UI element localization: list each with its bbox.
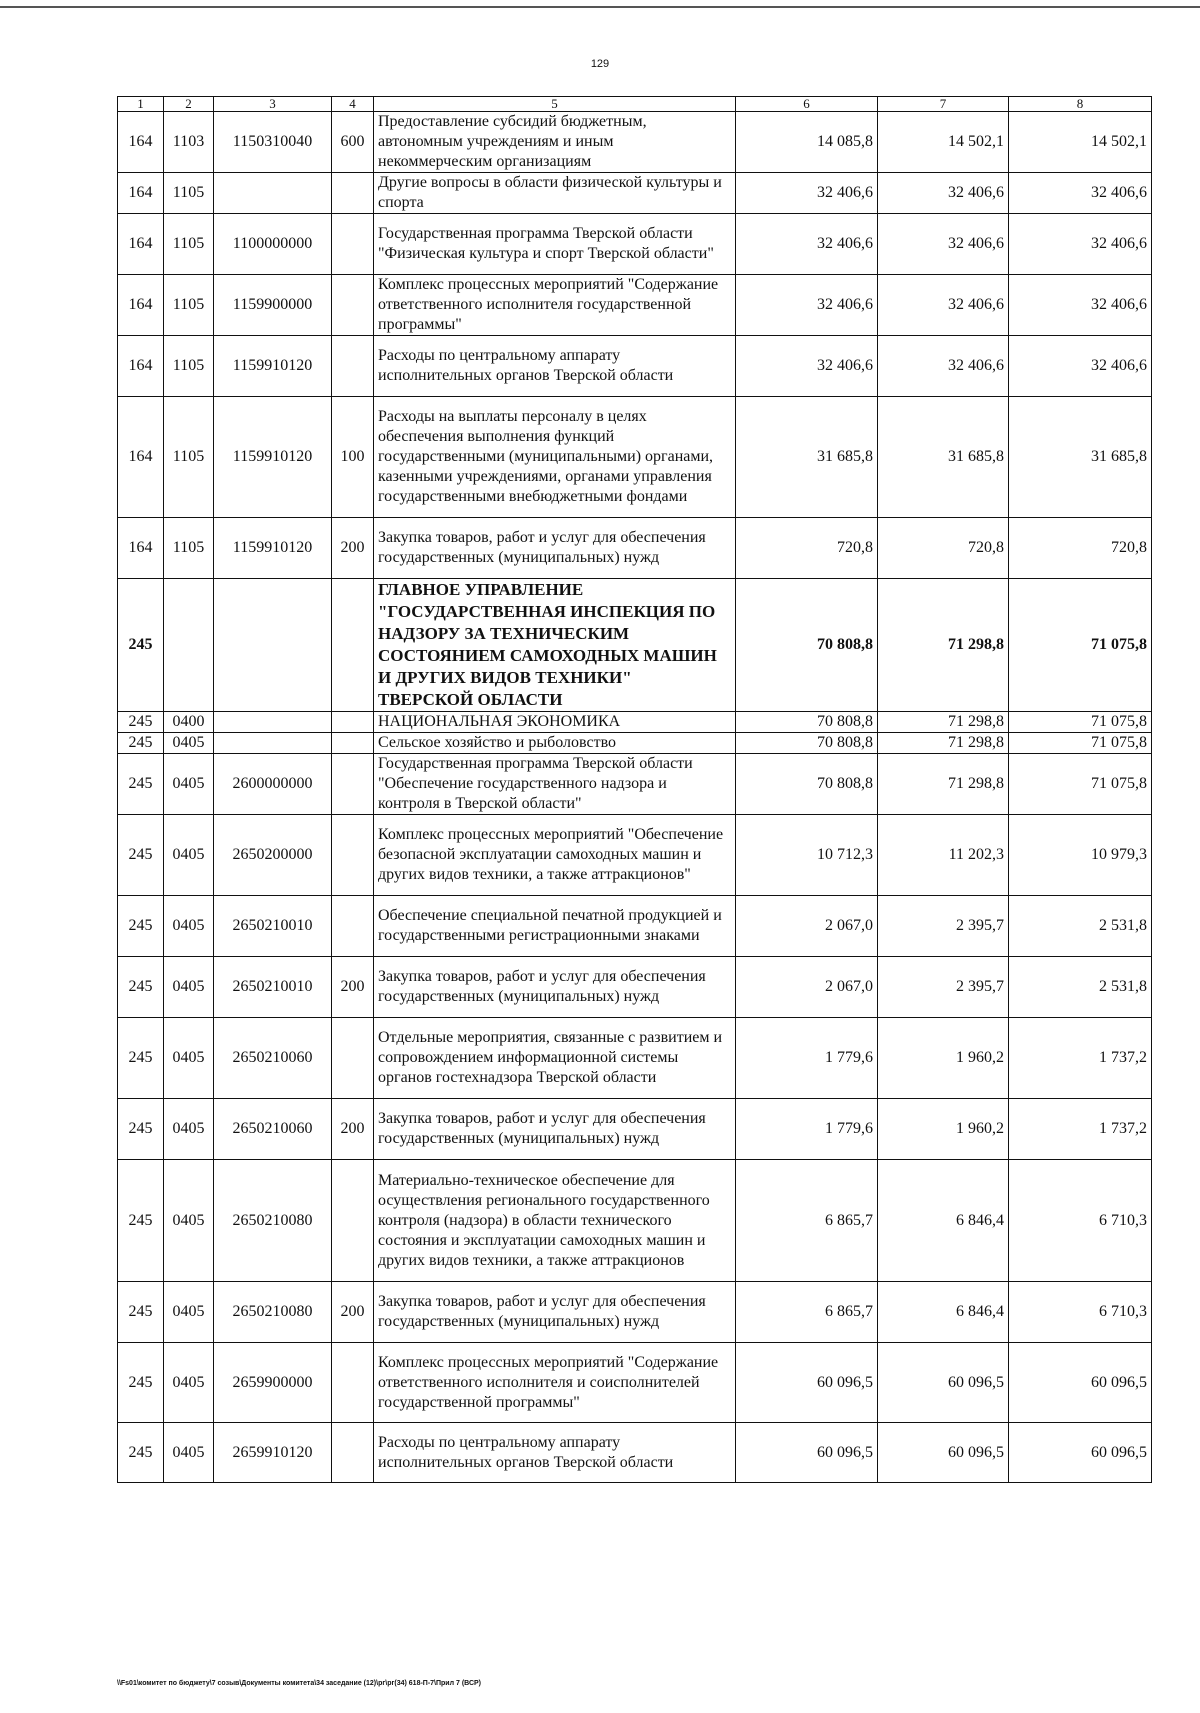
amount-col6-cell: 2 067,0 <box>736 957 878 1018</box>
amount-col7-cell: 71 298,8 <box>878 712 1009 733</box>
admin-code-cell: 245 <box>118 957 164 1018</box>
column-number: 5 <box>374 97 736 112</box>
amount-col6-cell: 2 067,0 <box>736 896 878 957</box>
expense-type-cell <box>332 712 374 733</box>
amount-col6-cell: 6 865,7 <box>736 1282 878 1343</box>
admin-code-cell: 245 <box>118 1423 164 1483</box>
column-number: 4 <box>332 97 374 112</box>
section-code-cell: 0400 <box>164 712 214 733</box>
target-article-cell: 1150310040 <box>214 112 332 173</box>
amount-col8-cell: 71 075,8 <box>1009 754 1152 815</box>
target-article-cell: 1100000000 <box>214 214 332 275</box>
amount-col6-cell: 60 096,5 <box>736 1423 878 1483</box>
table-row <box>118 579 1152 712</box>
section-code-cell: 1105 <box>164 275 214 336</box>
scan-top-rule <box>0 6 1200 8</box>
admin-code-cell: 164 <box>118 397 164 518</box>
table-row <box>118 112 1152 173</box>
admin-code-cell: 245 <box>118 1018 164 1099</box>
expense-type-cell <box>332 754 374 815</box>
amount-col6-cell: 70 808,8 <box>736 754 878 815</box>
admin-code-cell: 245 <box>118 815 164 896</box>
amount-col6-cell: 70 808,8 <box>736 733 878 754</box>
amount-col8-cell: 10 979,3 <box>1009 815 1152 896</box>
amount-col6-cell: 32 406,6 <box>736 336 878 397</box>
expense-type-cell <box>332 1160 374 1282</box>
column-number-row <box>118 97 1152 112</box>
expense-type-cell <box>332 579 374 712</box>
column-number: 3 <box>214 97 332 112</box>
amount-col7-cell: 6 846,4 <box>878 1160 1009 1282</box>
table-row <box>118 815 1152 896</box>
section-code-cell: 0405 <box>164 1099 214 1160</box>
column-number: 6 <box>736 97 878 112</box>
amount-col7-cell: 2 395,7 <box>878 957 1009 1018</box>
amount-col7-cell: 6 846,4 <box>878 1282 1009 1343</box>
amount-col7-cell: 32 406,6 <box>878 336 1009 397</box>
amount-col8-cell: 32 406,6 <box>1009 214 1152 275</box>
budget-table-body <box>118 97 1152 1483</box>
amount-col8-cell: 14 502,1 <box>1009 112 1152 173</box>
table-row <box>118 712 1152 733</box>
section-code-cell: 0405 <box>164 1343 214 1423</box>
expense-type-cell: 200 <box>332 1099 374 1160</box>
admin-code-cell: 245 <box>118 579 164 712</box>
table-row <box>118 1018 1152 1099</box>
admin-code-cell: 245 <box>118 754 164 815</box>
table-row <box>118 397 1152 518</box>
page-number: 129 <box>590 58 610 70</box>
column-number: 1 <box>118 97 164 112</box>
target-article-cell: 2650210080 <box>214 1160 332 1282</box>
amount-col8-cell: 720,8 <box>1009 518 1152 579</box>
amount-col8-cell: 32 406,6 <box>1009 336 1152 397</box>
amount-col7-cell: 71 298,8 <box>878 579 1009 712</box>
expense-type-cell <box>332 214 374 275</box>
item-name-cell: НАЦИОНАЛЬНАЯ ЭКОНОМИКА <box>374 712 736 733</box>
target-article-cell: 1159910120 <box>214 518 332 579</box>
amount-col6-cell: 31 685,8 <box>736 397 878 518</box>
amount-col6-cell: 32 406,6 <box>736 275 878 336</box>
amount-col7-cell: 60 096,5 <box>878 1423 1009 1483</box>
column-number: 2 <box>164 97 214 112</box>
amount-col8-cell: 2 531,8 <box>1009 957 1152 1018</box>
expense-type-cell: 200 <box>332 518 374 579</box>
admin-code-cell: 245 <box>118 1343 164 1423</box>
section-code-cell: 1105 <box>164 518 214 579</box>
section-code-cell: 0405 <box>164 1423 214 1483</box>
expense-type-cell <box>332 1018 374 1099</box>
section-code-cell: 0405 <box>164 1018 214 1099</box>
amount-col6-cell: 14 085,8 <box>736 112 878 173</box>
admin-code-cell: 245 <box>118 1160 164 1282</box>
item-name-cell: Обеспечение специальной печатной продукцией и государственными регистрационными знаками <box>374 896 736 957</box>
table-row <box>118 896 1152 957</box>
amount-col8-cell: 71 075,8 <box>1009 579 1152 712</box>
target-article-cell <box>214 173 332 214</box>
admin-code-cell: 164 <box>118 173 164 214</box>
column-number: 7 <box>878 97 1009 112</box>
amount-col8-cell: 32 406,6 <box>1009 275 1152 336</box>
amount-col6-cell: 60 096,5 <box>736 1343 878 1423</box>
amount-col8-cell: 6 710,3 <box>1009 1160 1152 1282</box>
expense-type-cell <box>332 173 374 214</box>
section-code-cell: 0405 <box>164 896 214 957</box>
admin-code-cell: 245 <box>118 896 164 957</box>
expense-type-cell <box>332 733 374 754</box>
expense-type-cell <box>332 815 374 896</box>
target-article-cell: 2659900000 <box>214 1343 332 1423</box>
target-article-cell: 1159910120 <box>214 397 332 518</box>
amount-col7-cell: 71 298,8 <box>878 754 1009 815</box>
item-name-cell: Расходы на выплаты персоналу в целях обеспечения выполнения функций государственными (муниципальными) органами, казенными учреждениями, органами управления государственными внебюджетными фондами <box>374 397 736 518</box>
expense-type-cell: 600 <box>332 112 374 173</box>
table-row <box>118 275 1152 336</box>
amount-col6-cell: 70 808,8 <box>736 579 878 712</box>
admin-code-cell: 164 <box>118 336 164 397</box>
amount-col6-cell: 70 808,8 <box>736 712 878 733</box>
section-code-cell: 0405 <box>164 1160 214 1282</box>
item-name-cell: Государственная программа Тверской области "Обеспечение государственного надзора и контроля в Тверской области" <box>374 754 736 815</box>
section-code-cell: 1103 <box>164 112 214 173</box>
item-name-cell: Комплекс процессных мероприятий "Обеспечение безопасной эксплуатации самоходных машин и других видов техники, а также аттракционов" <box>374 815 736 896</box>
admin-code-cell: 164 <box>118 112 164 173</box>
item-name-cell: Закупка товаров, работ и услуг для обеспечения государственных (муниципальных) нужд <box>374 1099 736 1160</box>
amount-col8-cell: 71 075,8 <box>1009 733 1152 754</box>
expense-type-cell <box>332 1423 374 1483</box>
amount-col7-cell: 31 685,8 <box>878 397 1009 518</box>
section-code-cell: 0405 <box>164 815 214 896</box>
item-name-cell: Государственная программа Тверской области "Физическая культура и спорт Тверской области" <box>374 214 736 275</box>
table-row <box>118 1099 1152 1160</box>
section-code-cell <box>164 579 214 712</box>
table-row <box>118 957 1152 1018</box>
item-name-cell: Материально-техническое обеспечение для осуществления регионального государственного контроля (надзора) в области технического состояния и эксплуатации самоходных машин и других видов техники, а также аттракционов <box>374 1160 736 1282</box>
item-name-cell: Сельское хозяйство и рыболовство <box>374 733 736 754</box>
amount-col6-cell: 720,8 <box>736 518 878 579</box>
section-code-cell: 1105 <box>164 214 214 275</box>
amount-col7-cell: 60 096,5 <box>878 1343 1009 1423</box>
expense-type-cell <box>332 275 374 336</box>
admin-code-cell: 245 <box>118 712 164 733</box>
expense-type-cell <box>332 896 374 957</box>
section-code-cell: 1105 <box>164 336 214 397</box>
item-name-cell: Закупка товаров, работ и услуг для обеспечения государственных (муниципальных) нужд <box>374 957 736 1018</box>
amount-col7-cell: 32 406,6 <box>878 173 1009 214</box>
item-name-cell: ГЛАВНОЕ УПРАВЛЕНИЕ "ГОСУДАРСТВЕННАЯ ИНСПЕКЦИЯ ПО НАДЗОРУ ЗА ТЕХНИЧЕСКИМ СОСТОЯНИЕМ САМОХОДНЫХ МАШИН И ДРУГИХ ВИДОВ ТЕХНИКИ" ТВЕРСКОЙ ОБЛАСТИ <box>374 579 736 712</box>
footer-file-path: \\Fs01\комитет по бюджету\7 созыв\Документы комитета\34 заседание (12)\рг\рг(34) 618-П-7\Прил 7 (ВСР) <box>117 1680 482 1687</box>
expense-type-cell: 100 <box>332 397 374 518</box>
target-article-cell: 1159900000 <box>214 275 332 336</box>
amount-col8-cell: 32 406,6 <box>1009 173 1152 214</box>
admin-code-cell: 164 <box>118 275 164 336</box>
amount-col8-cell: 60 096,5 <box>1009 1423 1152 1483</box>
amount-col7-cell: 32 406,6 <box>878 275 1009 336</box>
amount-col8-cell: 6 710,3 <box>1009 1282 1152 1343</box>
table-row <box>118 733 1152 754</box>
target-article-cell: 2650210010 <box>214 896 332 957</box>
amount-col7-cell: 720,8 <box>878 518 1009 579</box>
amount-col8-cell: 2 531,8 <box>1009 896 1152 957</box>
amount-col6-cell: 32 406,6 <box>736 173 878 214</box>
expense-type-cell <box>332 1343 374 1423</box>
table-row <box>118 1160 1152 1282</box>
target-article-cell <box>214 579 332 712</box>
target-article-cell: 1159910120 <box>214 336 332 397</box>
amount-col8-cell: 31 685,8 <box>1009 397 1152 518</box>
admin-code-cell: 164 <box>118 518 164 579</box>
item-name-cell: Комплекс процессных мероприятий "Содержание ответственного исполнителя государственной программы" <box>374 275 736 336</box>
section-code-cell: 0405 <box>164 754 214 815</box>
admin-code-cell: 164 <box>118 214 164 275</box>
item-name-cell: Закупка товаров, работ и услуг для обеспечения государственных (муниципальных) нужд <box>374 518 736 579</box>
target-article-cell: 2659910120 <box>214 1423 332 1483</box>
expense-type-cell: 200 <box>332 957 374 1018</box>
target-article-cell: 2600000000 <box>214 754 332 815</box>
amount-col6-cell: 1 779,6 <box>736 1018 878 1099</box>
amount-col6-cell: 1 779,6 <box>736 1099 878 1160</box>
item-name-cell: Закупка товаров, работ и услуг для обеспечения государственных (муниципальных) нужд <box>374 1282 736 1343</box>
table-row <box>118 214 1152 275</box>
table-row <box>118 754 1152 815</box>
section-code-cell: 0405 <box>164 957 214 1018</box>
amount-col7-cell: 32 406,6 <box>878 214 1009 275</box>
target-article-cell <box>214 733 332 754</box>
amount-col8-cell: 60 096,5 <box>1009 1343 1152 1423</box>
admin-code-cell: 245 <box>118 1282 164 1343</box>
admin-code-cell: 245 <box>118 1099 164 1160</box>
amount-col6-cell: 10 712,3 <box>736 815 878 896</box>
amount-col7-cell: 11 202,3 <box>878 815 1009 896</box>
amount-col8-cell: 71 075,8 <box>1009 712 1152 733</box>
target-article-cell <box>214 712 332 733</box>
item-name-cell: Отдельные мероприятия, связанные с развитием и сопровождением информационной системы органов гостехнадзора Тверской области <box>374 1018 736 1099</box>
item-name-cell: Расходы по центральному аппарату исполнительных органов Тверской области <box>374 1423 736 1483</box>
admin-code-cell: 245 <box>118 733 164 754</box>
table-row <box>118 1343 1152 1423</box>
amount-col7-cell: 2 395,7 <box>878 896 1009 957</box>
target-article-cell: 2650210060 <box>214 1099 332 1160</box>
amount-col6-cell: 6 865,7 <box>736 1160 878 1282</box>
amount-col6-cell: 32 406,6 <box>736 214 878 275</box>
table-row <box>118 518 1152 579</box>
amount-col7-cell: 1 960,2 <box>878 1018 1009 1099</box>
item-name-cell: Комплекс процессных мероприятий "Содержание ответственного исполнителя и соисполнителей государственной программы" <box>374 1343 736 1423</box>
amount-col8-cell: 1 737,2 <box>1009 1099 1152 1160</box>
amount-col8-cell: 1 737,2 <box>1009 1018 1152 1099</box>
column-number: 8 <box>1009 97 1152 112</box>
target-article-cell: 2650210080 <box>214 1282 332 1343</box>
amount-col7-cell: 71 298,8 <box>878 733 1009 754</box>
table-row <box>118 336 1152 397</box>
table-row <box>118 1423 1152 1483</box>
budget-table <box>117 96 1152 1483</box>
table-row <box>118 1282 1152 1343</box>
section-code-cell: 0405 <box>164 1282 214 1343</box>
section-code-cell: 1105 <box>164 397 214 518</box>
expense-type-cell <box>332 336 374 397</box>
amount-col7-cell: 1 960,2 <box>878 1099 1009 1160</box>
item-name-cell: Предоставление субсидий бюджетным, автономным учреждениям и иным некоммерческим организациям <box>374 112 736 173</box>
expense-type-cell: 200 <box>332 1282 374 1343</box>
amount-col7-cell: 14 502,1 <box>878 112 1009 173</box>
target-article-cell: 2650210060 <box>214 1018 332 1099</box>
item-name-cell: Расходы по центральному аппарату исполнительных органов Тверской области <box>374 336 736 397</box>
section-code-cell: 1105 <box>164 173 214 214</box>
table-row <box>118 173 1152 214</box>
target-article-cell: 2650210010 <box>214 957 332 1018</box>
target-article-cell: 2650200000 <box>214 815 332 896</box>
item-name-cell: Другие вопросы в области физической культуры и спорта <box>374 173 736 214</box>
section-code-cell: 0405 <box>164 733 214 754</box>
